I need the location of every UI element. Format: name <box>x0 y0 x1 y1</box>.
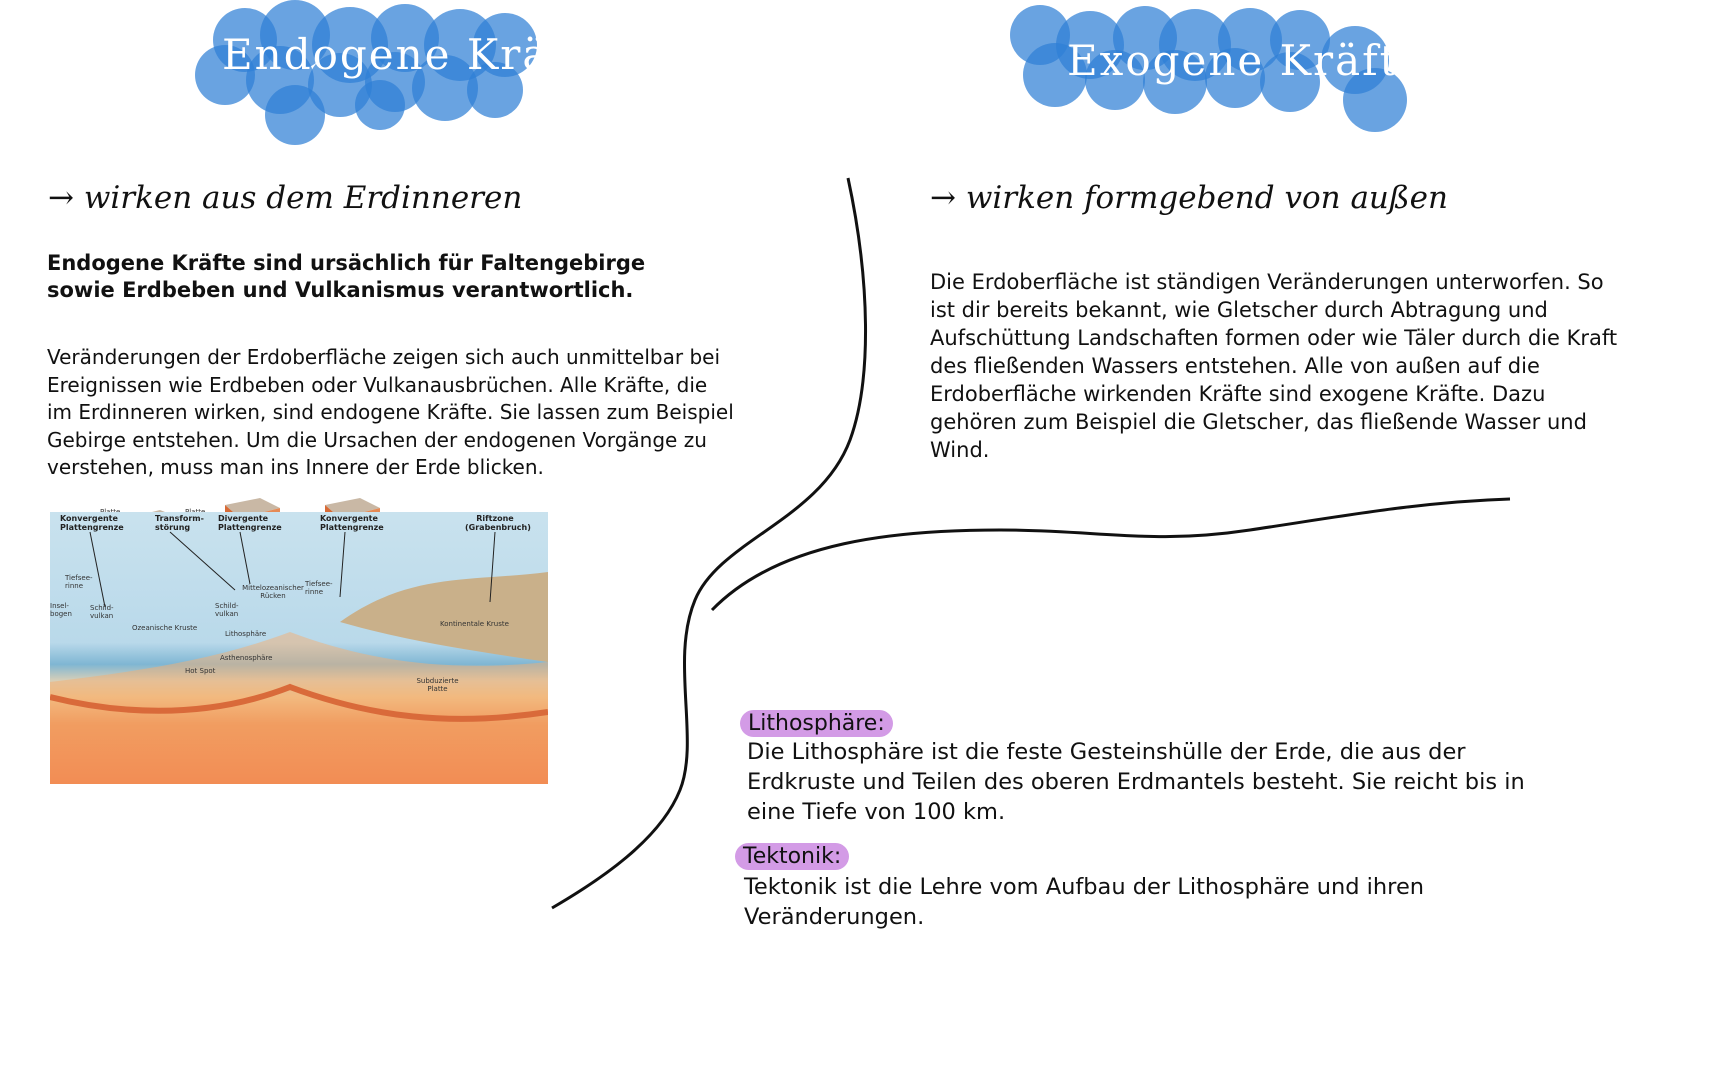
label-divergente: Divergente Plattengrenze <box>218 514 282 532</box>
term-tektonik: Tektonik: <box>735 843 849 870</box>
label-konvergente-2: Konvergente Plattengrenze <box>320 514 384 532</box>
endogene-title: Endogene Kräfte <box>222 30 613 79</box>
label-schildvulkan-1: Schild-vulkan <box>90 604 114 620</box>
left-bold-statement: Endogene Kräfte sind ursächlich für Faltengebirge sowie Erdbeben und Vulkanismus verantwortlich. <box>47 251 646 302</box>
label-transformstoerung: Transform-störung <box>155 514 204 532</box>
label-asthenosphaere: Asthenosphäre <box>220 654 273 662</box>
label-inselbogen: Insel-bogen <box>50 602 72 618</box>
label-kontinentale-kruste: Kontinentale Kruste <box>440 620 509 628</box>
label-ozeanische-kruste: Ozeanische Kruste <box>132 624 198 632</box>
right-arrow-heading: → wirken formgebend von außen <box>930 180 1448 216</box>
endogene-title-bubble <box>190 0 613 150</box>
label-lithosphaere: Lithosphäre <box>225 630 267 638</box>
plate-tectonics-diagram <box>50 512 548 784</box>
exogene-title-bubble <box>1005 0 1425 140</box>
label-schildvulkan-2: Schild-vulkan <box>215 602 239 618</box>
left-arrow-heading: → wirken aus dem Erdinneren <box>48 180 523 216</box>
definition-tektonik: Tektonik ist die Lehre vom Aufbau der Lithosphäre und ihren Veränderungen. <box>744 874 1425 930</box>
label-riftzone: Riftzone (Grabenbruch) <box>465 514 531 532</box>
exogene-title: Exogene Kräfte <box>1067 36 1426 85</box>
right-paragraph: Die Erdoberfläche ist ständigen Veränderungen unterworfen. So ist dir bereits bekannt, wie Gletscher durch Abtragung und Aufschüttung Landschaften formen oder wie Täler durch die Kraft des fließenden Wassers entstehen. Alle von außen auf die Erdoberfläche wirkenden Kräfte sind exogene Kräfte. Dazu gehören zum Beispiel die Gletscher, das fließende Wasser und Wind. <box>930 270 1618 462</box>
definition-lithosphaere: Die Lithosphäre ist die feste Gesteinshülle der Erde, die aus der Erdkruste und Teilen des oberen Erdmantels besteht. Sie reicht bis in eine Tiefe von 100 km. <box>747 739 1525 825</box>
left-paragraph: Veränderungen der Erdoberfläche zeigen sich auch unmittelbar bei Ereignissen wie Erdbeben oder Vulkanausbrüchen. Alle Kräfte, die im Erdinneren wirken, sind endogene Kräfte. Sie lassen zum Beispiel Gebirge entstehen. Um die Ursachen der endogenen Vorgänge zu verstehen, muss man ins Innere der Erde blicken. <box>47 345 734 479</box>
label-subduzierte-platte: Subduzierte Platte <box>416 677 459 693</box>
label-tiefseerinne-2: Tiefsee-rinne <box>305 580 333 596</box>
label-konvergente-1: Konvergente Plattengrenze <box>60 514 124 532</box>
term-lithosphaere: Lithosphäre: <box>740 710 893 737</box>
label-hot-spot: Hot Spot <box>185 667 216 675</box>
label-tiefseerinne-1: Tiefsee-rinne <box>65 574 93 590</box>
label-mittelozeanischer-ruecken: Mittelozeanischer Rücken <box>242 584 304 600</box>
